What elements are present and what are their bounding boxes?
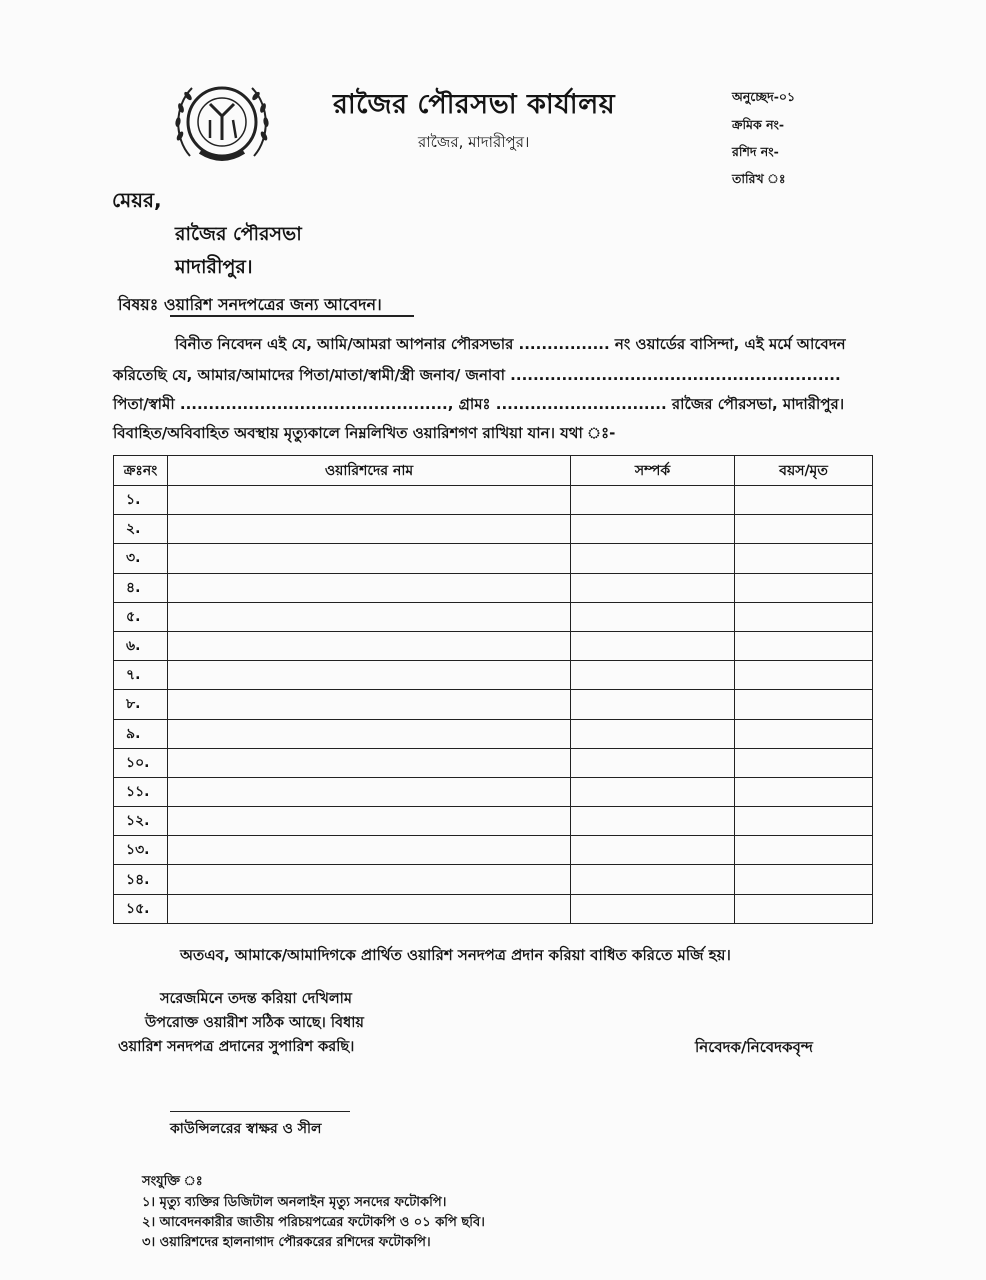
relation-cell bbox=[571, 719, 735, 748]
heirs-table bbox=[113, 455, 873, 924]
row-serial: ৮. bbox=[114, 690, 168, 719]
age-status-cell bbox=[735, 807, 873, 836]
body-line-3: পিতা/স্বামী ..............................................., গ্রামঃ .............................. রাজৈর পৌরসভা, মাদারীপুর। bbox=[113, 395, 845, 413]
row-serial: ৯. bbox=[114, 719, 168, 748]
row-serial: ৬. bbox=[114, 631, 168, 660]
office-subtitle: রাজৈর, মাদারীপুর। bbox=[418, 133, 530, 151]
ref-date: তারিখ ঃ bbox=[732, 171, 786, 186]
relation-cell bbox=[571, 544, 735, 573]
heir-name-cell bbox=[168, 515, 571, 544]
table-row bbox=[114, 807, 873, 836]
attachments-title: সংযুক্তি ঃ bbox=[142, 1174, 203, 1189]
attachment-item-3: ৩। ওয়ারিশদের হালনাগাদ পৌরকরের রশিদের ফটোকপি। bbox=[142, 1235, 431, 1250]
age-status-cell bbox=[735, 777, 873, 806]
relation-cell bbox=[571, 602, 735, 631]
age-status-cell bbox=[735, 661, 873, 690]
table-row bbox=[114, 865, 873, 894]
table-row bbox=[114, 515, 873, 544]
body-line-2: করিতেছি যে, আমার/আমাদের পিতা/মাতা/স্বামী/স্ত্রী জনাব/ জনাবা .......................................................... bbox=[113, 366, 841, 384]
body-line-1: বিনীত নিবেদন এই যে, আমি/আমরা আপনার পৌরসভার ................ নং ওয়ার্ডের বাসিন্দা, এই মর্মে আবেদন bbox=[175, 335, 846, 353]
ref-paragraph: অনুচ্ছেদ-০১ bbox=[732, 89, 796, 104]
row-serial: ৪. bbox=[114, 573, 168, 602]
addressee-title: মেয়র, bbox=[112, 188, 162, 212]
age-status-cell bbox=[735, 719, 873, 748]
municipality-seal-logo bbox=[170, 76, 274, 172]
age-status-cell bbox=[735, 690, 873, 719]
row-serial: ১৩. bbox=[114, 836, 168, 865]
addressee-office: রাজৈর পৌরসভা bbox=[175, 223, 302, 245]
attachment-item-2: ২। আবেদনকারীর জাতীয় পরিচয়পত্রের ফটোকপি ও ০১ কপি ছবি। bbox=[142, 1215, 485, 1230]
row-serial: ১১. bbox=[114, 777, 168, 806]
row-serial: ৭. bbox=[114, 661, 168, 690]
table-row bbox=[114, 544, 873, 573]
relation-cell bbox=[571, 631, 735, 660]
age-status-cell bbox=[735, 631, 873, 660]
heir-name-cell bbox=[168, 748, 571, 777]
office-title: রাজৈর পৌরসভা কার্যালয় bbox=[333, 89, 616, 120]
header-relation: সম্পর্ক bbox=[571, 456, 735, 486]
ref-receipt-no: রশিদ নং- bbox=[732, 144, 779, 159]
age-status-cell bbox=[735, 894, 873, 923]
age-status-cell bbox=[735, 602, 873, 631]
row-serial: ১২. bbox=[114, 807, 168, 836]
relation-cell bbox=[571, 690, 735, 719]
age-status-cell bbox=[735, 573, 873, 602]
heir-name-cell bbox=[168, 690, 571, 719]
recommendation-line-1: সরেজমিনে তদন্ত করিয়া দেখিলাম bbox=[160, 991, 352, 1007]
age-status-cell bbox=[735, 865, 873, 894]
age-status-cell bbox=[735, 544, 873, 573]
table-row bbox=[114, 486, 873, 515]
relation-cell bbox=[571, 573, 735, 602]
age-status-cell bbox=[735, 486, 873, 515]
row-serial: ১৪. bbox=[114, 865, 168, 894]
relation-cell bbox=[571, 486, 735, 515]
table-row bbox=[114, 836, 873, 865]
table-row bbox=[114, 777, 873, 806]
heir-name-cell bbox=[168, 573, 571, 602]
table-row bbox=[114, 690, 873, 719]
row-serial: ৩. bbox=[114, 544, 168, 573]
header-age-status: বয়স/মৃত bbox=[735, 456, 873, 486]
table-row bbox=[114, 719, 873, 748]
table-header-row bbox=[114, 456, 873, 486]
heir-name-cell bbox=[168, 544, 571, 573]
age-status-cell bbox=[735, 515, 873, 544]
row-serial: ১৫. bbox=[114, 894, 168, 923]
recommendation-line-2: উপরোক্ত ওয়ারীশ সঠিক আছে। বিধায় bbox=[145, 1015, 364, 1031]
relation-cell bbox=[571, 894, 735, 923]
addressee-district: মাদারীপুর। bbox=[175, 256, 253, 278]
heir-name-cell bbox=[168, 777, 571, 806]
heir-name-cell bbox=[168, 486, 571, 515]
table-row bbox=[114, 602, 873, 631]
row-serial: ২. bbox=[114, 515, 168, 544]
relation-cell bbox=[571, 661, 735, 690]
applicant-label: নিবেদক/নিবেদকবৃন্দ bbox=[695, 1038, 813, 1056]
row-serial: ১. bbox=[114, 486, 168, 515]
age-status-cell bbox=[735, 748, 873, 777]
table-row bbox=[114, 894, 873, 923]
relation-cell bbox=[571, 777, 735, 806]
heir-name-cell bbox=[168, 894, 571, 923]
signature-line bbox=[170, 1111, 350, 1112]
relation-cell bbox=[571, 807, 735, 836]
attachment-item-1: ১। মৃত্যু ব্যক্তির ডিজিটাল অনলাইন মৃত্যু সনদের ফটোকপি। bbox=[142, 1195, 447, 1210]
heir-name-cell bbox=[168, 661, 571, 690]
table-row bbox=[114, 661, 873, 690]
table-row bbox=[114, 748, 873, 777]
ref-serial-no: ক্রমিক নং- bbox=[732, 117, 785, 132]
row-serial: ৫. bbox=[114, 602, 168, 631]
relation-cell bbox=[571, 836, 735, 865]
signature-label: কাউন্সিলরের স্বাক্ষর ও সীল bbox=[170, 1121, 322, 1137]
recommendation-line-3: ওয়ারিশ সনদপত্র প্রদানের সুপারিশ করছি। bbox=[118, 1039, 355, 1055]
relation-cell bbox=[571, 748, 735, 777]
heir-name-cell bbox=[168, 602, 571, 631]
heir-name-cell bbox=[168, 807, 571, 836]
closing-request: অতএব, আমাকে/আমাদিগকে প্রার্থিত ওয়ারিশ সনদপত্র প্রদান করিয়া বাধিত করিতে মর্জি হয়। bbox=[180, 946, 731, 964]
body-line-4: বিবাহিত/অবিবাহিত অবস্থায় মৃত্যুকালে নিম্নলিখিত ওয়ারিশগণ রাখিয়া যান। যথা ঃ- bbox=[113, 424, 616, 442]
subject-line: বিষয়ঃ ওয়ারিশ সনদপত্রের জন্য আবেদন। bbox=[118, 295, 382, 314]
subject-underline bbox=[170, 315, 414, 317]
heir-name-cell bbox=[168, 836, 571, 865]
header-heir-name: ওয়ারিশদের নাম bbox=[168, 456, 571, 486]
relation-cell bbox=[571, 865, 735, 894]
heir-name-cell bbox=[168, 865, 571, 894]
row-serial: ১০. bbox=[114, 748, 168, 777]
heir-name-cell bbox=[168, 719, 571, 748]
table-row bbox=[114, 631, 873, 660]
table-row bbox=[114, 573, 873, 602]
relation-cell bbox=[571, 515, 735, 544]
heir-name-cell bbox=[168, 631, 571, 660]
age-status-cell bbox=[735, 836, 873, 865]
header-serial: ক্রঃনং bbox=[114, 456, 168, 486]
